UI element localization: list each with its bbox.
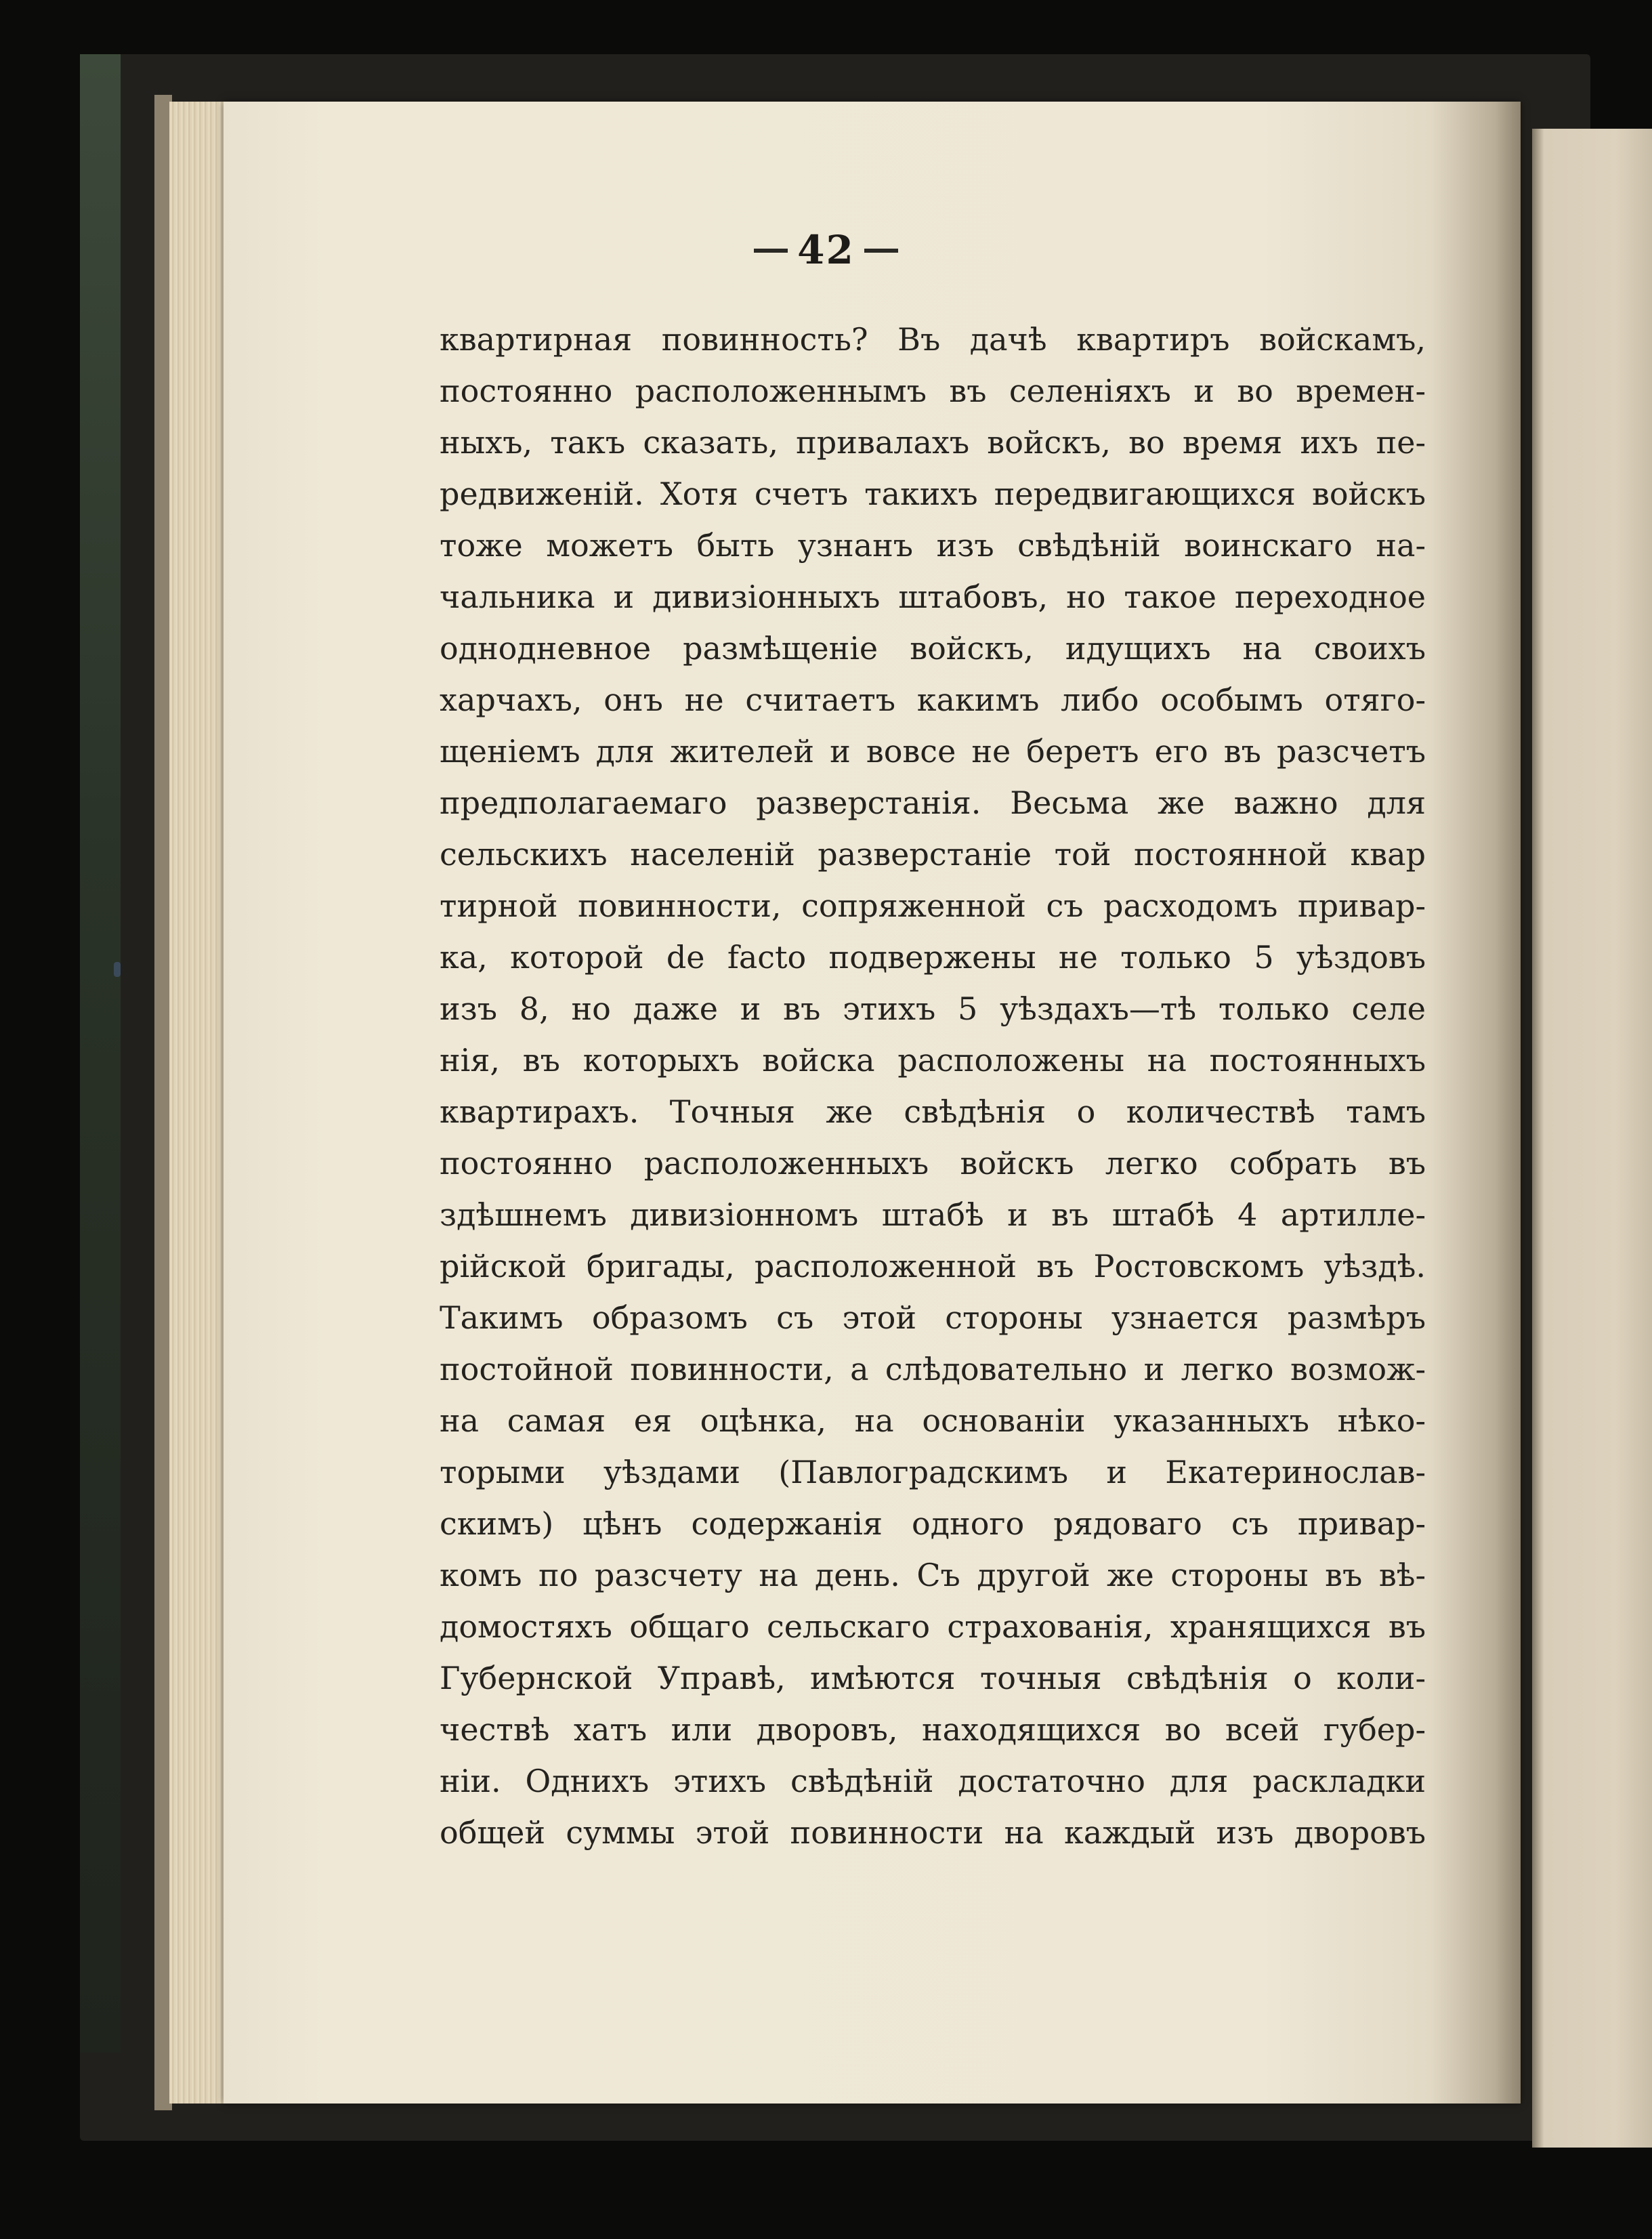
text-line: комъ по разсчету на день. Съ другой же стороны въ вѣ- bbox=[440, 1557, 1426, 1593]
text-line: квартирахъ. Точныя же свѣдѣнія о количествѣ тамъ bbox=[440, 1093, 1426, 1130]
text-line: сельскихъ населеній разверстаніе той постоянной квар bbox=[440, 836, 1426, 873]
text-line: постоянно расположеннымъ въ селеніяхъ и во времен- bbox=[440, 373, 1426, 409]
page-number-left-dash bbox=[754, 249, 788, 253]
text-line: общей суммы этой повинности на каждый изъ дворовъ bbox=[440, 1814, 1426, 1851]
text-line: квартирная повинность? Въ дачѣ квартиръ войскамъ, bbox=[440, 321, 1426, 358]
page-body-text bbox=[440, 314, 1426, 1858]
text-line: щеніемъ для жителей и вовсе не беретъ его въ разсчетъ bbox=[440, 733, 1426, 770]
page-stack-edges bbox=[169, 102, 230, 2104]
text-line: редвиженій. Хотя счетъ такихъ передвигающихся войскъ bbox=[440, 476, 1426, 512]
text-line: Такимъ образомъ съ этой стороны узнается размѣръ bbox=[440, 1299, 1426, 1336]
text-line: торыми уѣздами (Павлоградскимъ и Екатеринослав- bbox=[440, 1454, 1426, 1490]
text-line: скимъ) цѣнъ содержанія одного рядоваго съ привар- bbox=[440, 1505, 1426, 1542]
text-line: Губернской Управѣ, имѣются точныя свѣдѣнія о коли- bbox=[440, 1660, 1426, 1696]
text-line: домостяхъ общаго сельскаго страхованія, хранящихся въ bbox=[440, 1608, 1426, 1645]
text-line: на самая ея оцѣнка, на основаніи указанныхъ нѣко- bbox=[440, 1402, 1426, 1439]
text-line: ка, которой de facto подвержены не только 5 уѣздовъ bbox=[440, 939, 1426, 976]
text-line: изъ 8, но даже и въ этихъ 5 уѣздахъ—тѣ только селе bbox=[440, 990, 1426, 1027]
text-line: постойной повинности, а слѣдовательно и легко возмож- bbox=[440, 1351, 1426, 1387]
text-line: здѣшнемъ дивизіонномъ штабѣ и въ штабѣ 4 артилле- bbox=[440, 1196, 1426, 1233]
text-line: однодневное размѣщеніе войскъ, идущихъ на своихъ bbox=[440, 630, 1426, 667]
text-line: ныхъ, такъ сказать, привалахъ войскъ, во время ихъ пе- bbox=[440, 424, 1426, 461]
page-number-header bbox=[0, 227, 1652, 273]
text-line: чальника и дивизіонныхъ штабовъ, но такое переходное bbox=[440, 579, 1426, 615]
text-line: тирной повинности, сопряженной съ расходомъ привар- bbox=[440, 887, 1426, 924]
text-line: ніи. Однихъ этихъ свѣдѣній достаточно для раскладки bbox=[440, 1763, 1426, 1799]
text-line: рійской бригады, расположенной въ Ростовскомъ уѣздѣ. bbox=[440, 1248, 1426, 1284]
page-number: 42 bbox=[797, 227, 855, 273]
page-number-right-dash bbox=[864, 249, 898, 253]
facing-page-edge bbox=[1532, 129, 1652, 2148]
ink-smudge bbox=[114, 962, 121, 977]
text-line: нія, въ которыхъ войска расположены на постоянныхъ bbox=[440, 1042, 1426, 1079]
text-line: постоянно расположенныхъ войскъ легко собрать въ bbox=[440, 1145, 1426, 1181]
cover-spine-edge bbox=[80, 54, 121, 2053]
text-line: тоже можетъ быть узнанъ изъ свѣдѣній воинскаго на- bbox=[440, 527, 1426, 564]
text-line: харчахъ, онъ не считаетъ какимъ либо особымъ отяго- bbox=[440, 682, 1426, 718]
text-line: чествѣ хатъ или дворовъ, находящихся во всей губер- bbox=[440, 1711, 1426, 1748]
text-line: предполагаемаго разверстанія. Весьма же важно для bbox=[440, 784, 1426, 821]
